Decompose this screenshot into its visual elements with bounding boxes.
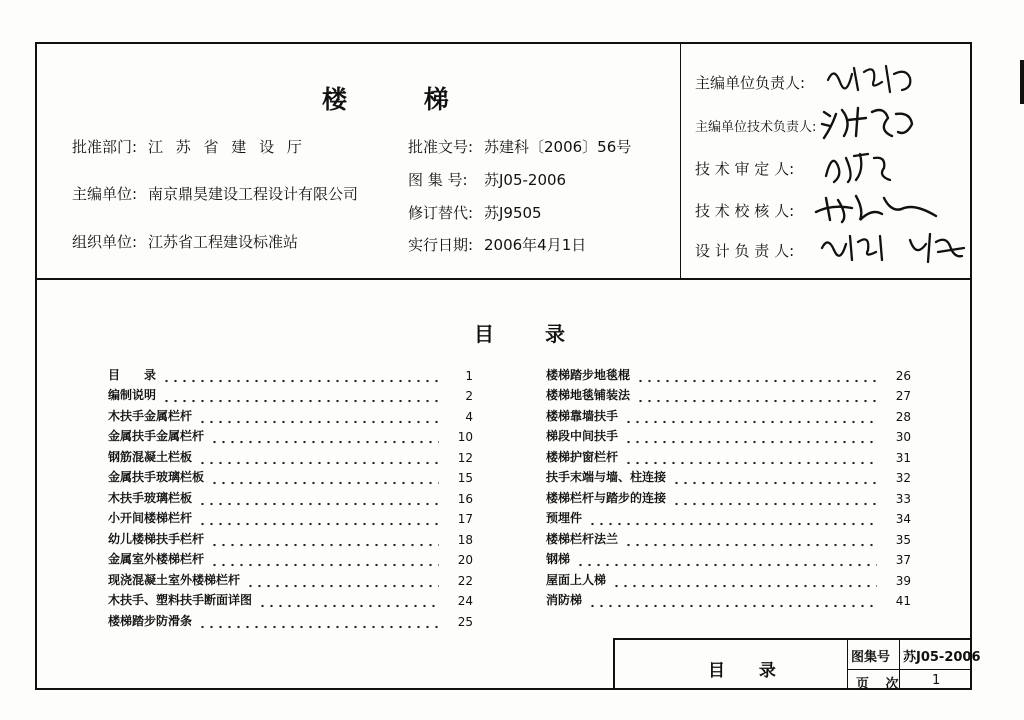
toc-leader-dots (588, 596, 877, 608)
toc-left-column (108, 362, 473, 629)
signature-checker (812, 190, 942, 230)
page-edge-mark (1020, 60, 1024, 104)
toc-entry-title: 消防梯 (546, 593, 583, 607)
page-title: 楼 梯 (322, 85, 483, 114)
toc-entry-title: 屋面上人梯 (546, 572, 607, 587)
toc-entry-page: 26 (895, 368, 911, 383)
toc-entry-page: 20 (457, 553, 473, 567)
toc-leader-dots (210, 473, 439, 485)
toc-entry[interactable] (546, 383, 911, 404)
organizer-label: 组织单位: (72, 233, 138, 251)
title-block-atlas-label: 图集号 (851, 650, 891, 665)
toc-entry[interactable] (546, 588, 911, 609)
title-block-left (613, 638, 615, 690)
toc-entry-title: 小开间楼梯栏杆 (108, 511, 193, 525)
toc-entry-title: 钢筋混凝土栏板 (108, 449, 193, 464)
toc-entry-page: 27 (895, 389, 911, 403)
toc-entry[interactable] (108, 424, 473, 445)
title-block-sheet-title: 目 录 (708, 661, 790, 681)
effective-date-value: 2006年4月1日 (484, 236, 587, 254)
toc-entry[interactable] (546, 444, 911, 465)
editor-unit-tech-head-label: 主编单位技术负责人: (695, 120, 817, 135)
approval-doc-value: 苏建科〔2006〕56号 (484, 138, 632, 156)
toc-entry[interactable] (108, 362, 473, 383)
toc-entry[interactable] (546, 547, 911, 568)
replaces-value: 苏J9505 (484, 204, 542, 222)
toc-entry[interactable] (108, 383, 473, 404)
toc-entry-page: 31 (895, 450, 911, 465)
toc-entry[interactable] (108, 567, 473, 588)
toc-entry-title: 楼梯地毯铺装法 (546, 388, 631, 402)
toc-leader-dots (672, 473, 877, 485)
effective-date-label: 实行日期: (408, 236, 474, 254)
toc-entry[interactable] (108, 444, 473, 465)
responsible-divider (680, 44, 681, 278)
toc-entry-title: 编制说明 (108, 388, 157, 402)
title-block-mid (847, 640, 848, 690)
toc-entry-title: 梯段中间扶手 (546, 429, 619, 443)
toc-entry-page: 24 (457, 594, 473, 608)
toc-entry-page: 33 (895, 491, 911, 506)
editor-unit-value: 南京鼎昊建设工程设计有限公司 (148, 185, 359, 203)
toc-entry-page: 4 (465, 409, 473, 424)
toc-leader-dots (624, 412, 877, 424)
toc-leader-dots (162, 371, 439, 383)
toc-entry-title: 楼梯靠墙扶手 (546, 408, 619, 423)
signature-design-head (818, 228, 968, 270)
toc-entry[interactable] (546, 424, 911, 445)
toc-entry[interactable] (108, 506, 473, 527)
toc-leader-dots (198, 494, 439, 506)
toc-entry-page: 15 (457, 471, 473, 485)
toc-leader-dots (198, 617, 439, 629)
toc-entry[interactable] (546, 506, 911, 527)
tech-checker-label: 技 术 校 核 人: (695, 202, 795, 220)
toc-entry[interactable] (108, 547, 473, 568)
atlas-no-value: 苏J05-2006 (484, 171, 567, 189)
toc-entry[interactable] (108, 526, 473, 547)
design-head-label: 设 计 负 责 人: (695, 242, 795, 260)
toc-leader-dots (198, 453, 439, 465)
toc-leader-dots (210, 432, 439, 444)
toc-leader-dots (636, 371, 877, 383)
toc-entry-page: 10 (457, 430, 473, 444)
toc-entry-title: 金属扶手金属栏杆 (108, 429, 205, 443)
tech-approver-label: 技 术 审 定 人: (695, 160, 795, 178)
toc-entry-title: 楼梯护窗栏杆 (546, 449, 619, 464)
approval-doc-label: 批准文号: (408, 138, 474, 156)
toc-entry-title: 木扶手、塑料扶手断面详图 (108, 593, 253, 607)
header-divider (37, 278, 970, 280)
toc-leader-dots (624, 453, 877, 465)
toc-entry[interactable] (546, 403, 911, 424)
toc-entry-page: 2 (465, 389, 473, 403)
toc-entry-page: 25 (457, 614, 473, 629)
toc-entry-title: 楼梯踏步地毯棍 (546, 367, 631, 382)
title-block-top (613, 638, 972, 640)
toc-entry-page: 35 (895, 532, 911, 547)
toc-entry[interactable] (108, 588, 473, 609)
atlas-no-label: 图 集 号: (408, 171, 468, 189)
toc-entry-title: 木扶手金属栏杆 (108, 408, 193, 423)
toc-leader-dots (636, 391, 877, 403)
toc-entry[interactable] (108, 465, 473, 486)
toc-entry[interactable] (546, 526, 911, 547)
replaces-label: 修订替代: (408, 204, 474, 222)
toc-leader-dots (576, 555, 877, 567)
toc-leader-dots (258, 596, 439, 608)
title-block-row (847, 669, 972, 670)
toc-entry-page: 32 (895, 471, 911, 485)
toc-entry-page: 16 (457, 491, 473, 506)
title-block-atlas-value: 苏J05-2006 (903, 650, 981, 665)
toc-entry[interactable] (546, 485, 911, 506)
toc-entry-title: 楼梯栏杆与踏步的连接 (546, 490, 667, 505)
signature-tech-head (818, 102, 918, 146)
toc-entry[interactable] (546, 362, 911, 383)
toc-entry-title: 金属室外楼梯栏杆 (108, 552, 205, 566)
toc-entry-title: 木扶手玻璃栏板 (108, 490, 193, 505)
toc-entry-title: 扶手末端与墙、柱连接 (546, 470, 667, 484)
toc-leader-dots (210, 535, 439, 547)
toc-entry-page: 22 (457, 573, 473, 588)
toc-leader-dots (624, 432, 877, 444)
approval-dept-value: 江 苏 省 建 设 厅 (148, 138, 306, 156)
toc-entry-page: 18 (457, 532, 473, 547)
toc-leader-dots (588, 514, 877, 526)
toc-entry-title: 楼梯栏杆法兰 (546, 531, 619, 546)
toc-leader-dots (198, 514, 439, 526)
toc-title: 目 录 (474, 322, 587, 346)
toc-leader-dots (198, 412, 439, 424)
toc-entry-page: 41 (895, 594, 911, 608)
toc-leader-dots (246, 576, 439, 588)
toc-entry-page: 1 (465, 368, 473, 383)
toc-entry[interactable] (546, 567, 911, 588)
toc-entry-title: 钢梯 (546, 552, 571, 566)
toc-entry-page: 30 (895, 430, 911, 444)
toc-right-column (546, 362, 911, 608)
editor-unit-label: 主编单位: (72, 185, 138, 203)
toc-entry-page: 37 (895, 553, 911, 567)
toc-entry-page: 34 (895, 512, 911, 526)
toc-entry-title: 目 录 (108, 367, 157, 382)
title-block-page-label: 页 次 (856, 677, 905, 692)
toc-leader-dots (672, 494, 877, 506)
toc-entry-title: 幼儿楼梯扶手栏杆 (108, 531, 205, 546)
toc-entry-page: 28 (895, 409, 911, 424)
toc-entry-title: 现浇混凝土室外楼梯栏杆 (108, 572, 241, 587)
organizer-value: 江苏省工程建设标准站 (148, 233, 299, 251)
title-block-page-value: 1 (932, 673, 941, 688)
toc-entry-page: 17 (457, 512, 473, 526)
toc-entry-title: 金属扶手玻璃栏板 (108, 470, 205, 484)
toc-entry-title: 预埋件 (546, 511, 583, 525)
toc-entry[interactable] (108, 608, 473, 629)
toc-leader-dots (210, 555, 439, 567)
toc-entry-page: 12 (457, 450, 473, 465)
approval-dept-label: 批准部门: (72, 138, 138, 156)
signature-editor-head (824, 60, 924, 100)
toc-leader-dots (624, 535, 877, 547)
toc-entry-title: 楼梯踏步防滑条 (108, 613, 193, 628)
toc-entry[interactable] (546, 465, 911, 486)
toc-entry[interactable] (108, 403, 473, 424)
toc-entry[interactable] (108, 485, 473, 506)
toc-leader-dots (612, 576, 877, 588)
signature-approver (820, 146, 900, 190)
editor-unit-head-label: 主编单位负责人: (695, 74, 806, 92)
toc-entry-page: 39 (895, 573, 911, 588)
toc-leader-dots (162, 391, 439, 403)
